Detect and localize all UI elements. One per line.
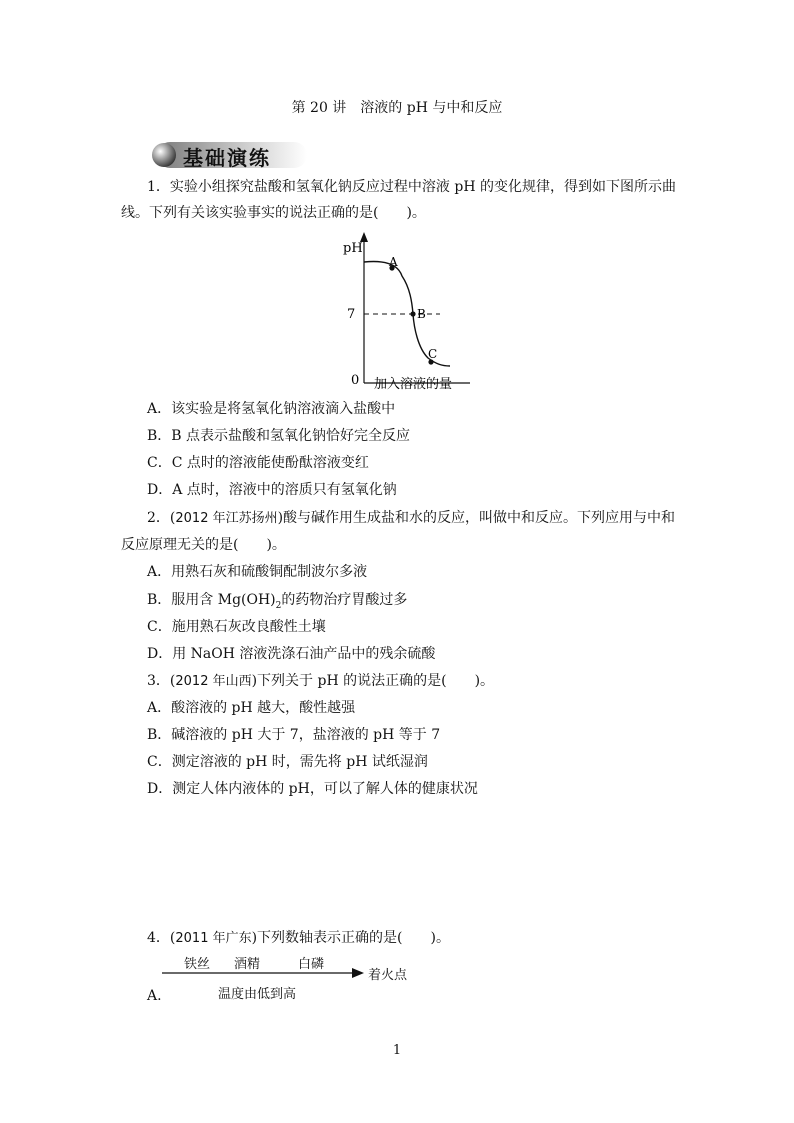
q4-stem: )下列数轴表示正确的是( )。: [251, 930, 450, 946]
q2-option-c: C．施用熟石灰改良酸性土壤: [147, 619, 326, 635]
origin-label: 0: [351, 373, 360, 388]
q1-option-a: A．该实验是将氢氧化钠溶液滴入盐酸中: [147, 401, 396, 417]
q4-number: 4．(: [147, 930, 176, 946]
y-axis-label: pH: [343, 241, 363, 256]
page-title: 第 20 讲 溶液的 pH 与中和反应: [291, 100, 503, 116]
number-line-item-1: 铁丝: [184, 957, 211, 972]
q2-line2: 反应原理无关的是( )。: [121, 537, 286, 553]
q4-line: [147, 928, 450, 949]
point-b-marker: [410, 311, 415, 316]
number-line-item-2: 酒精: [234, 957, 261, 972]
q1-option-d: D．A 点时，溶液中的溶质只有氢氧化钠: [147, 482, 397, 498]
q3-number: 3．(: [147, 673, 176, 689]
q1-line1: 1．实验小组探究盐酸和氢氧化钠反应过程中溶液 pH 的变化规律，得到如下图所示曲: [147, 179, 676, 195]
q2-stem-part1: )酸与碱作用生成盐和水的反应，叫做中和反应。下列应用与中和: [277, 510, 676, 526]
number-line-item-3: 白磷: [298, 957, 325, 972]
q2-option-b-pre: B．服用含 Mg(OH): [147, 592, 276, 608]
q2-option-b-subscript: 2: [275, 600, 282, 611]
q2-option-b: [147, 590, 407, 616]
q4-source: 2011 年广东: [175, 931, 252, 946]
q2-option-a: A．用熟石灰和硫酸铜配制波尔多液: [147, 564, 368, 580]
q1-option-b: B．B 点表示盐酸和氢氧化钠恰好完全反应: [147, 428, 411, 444]
q3-option-a: A．酸溶液的 pH 越大，酸性越强: [147, 700, 356, 716]
q4-option-a-label: A.: [147, 988, 162, 1004]
ball-icon: [152, 143, 176, 167]
q3-option-b: B．碱溶液的 pH 大于 7，盐溶液的 pH 等于 7: [147, 727, 441, 743]
q3-option-d: D．测定人体内液体的 pH，可以了解人体的健康状况: [147, 781, 478, 797]
q1-option-c: C．C 点时的溶液能使酚酞溶液变红: [147, 455, 369, 471]
section-banner-label: 基础演练: [183, 146, 271, 170]
q2-number: 2．(: [147, 510, 176, 526]
q4-number-line: [162, 953, 432, 1003]
page-number: 1: [392, 1043, 402, 1058]
q2-line1: [147, 508, 675, 529]
q3-stem: )下列关于 pH 的说法正确的是( )。: [251, 673, 495, 689]
q3-line: [147, 671, 494, 692]
x-axis-label: 加入溶液的量: [374, 377, 453, 392]
tick-7-label: 7: [347, 307, 356, 322]
q2-option-d: D．用 NaOH 溶液洗涤石油产品中的残余硫酸: [147, 646, 436, 662]
number-line-caption: 温度由低到高: [218, 987, 297, 1002]
number-line-arrow-icon: [352, 968, 364, 978]
q3-option-c: C．测定溶液的 pH 时，需先将 pH 试纸湿润: [147, 754, 428, 770]
point-c-label: C: [428, 347, 438, 361]
q2-option-b-post: 的药物治疗胃酸过多: [281, 592, 408, 608]
number-line-end-label: 着火点: [368, 968, 408, 983]
ph-curve-chart: [330, 228, 480, 394]
point-a-label: A: [389, 255, 398, 269]
section-banner: [147, 138, 307, 172]
q3-source: 2012 年山西: [175, 674, 252, 689]
q1-line2: 线。下列有关该实验事实的说法正确的是( )。: [121, 205, 426, 221]
q2-source: 2012 年江苏扬州: [175, 511, 278, 526]
point-b-label: B: [417, 307, 426, 321]
